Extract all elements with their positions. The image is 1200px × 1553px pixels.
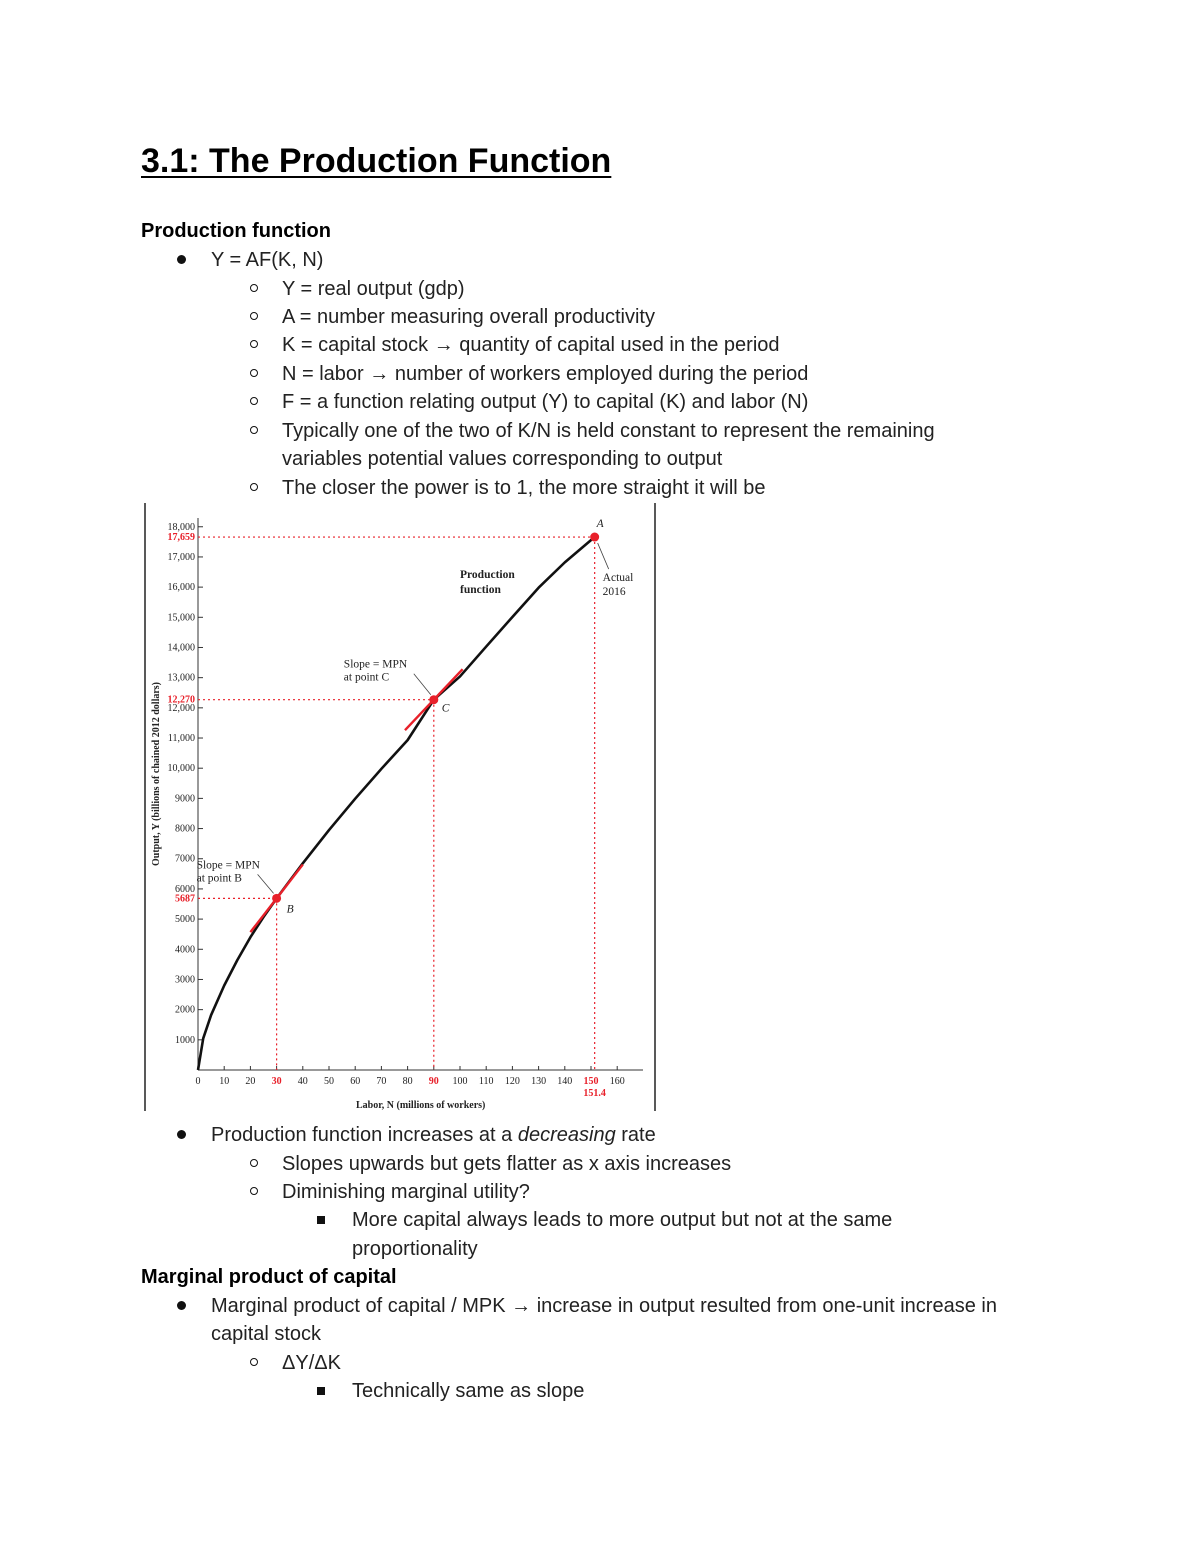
sub-item-delta: ΔY/ΔK (282, 1352, 341, 1374)
x-tick-label: 150 (583, 1076, 599, 1087)
point-C (429, 695, 438, 704)
y-tick-label-highlight: 17,659 (167, 532, 195, 544)
bullet-increases-decreasing (211, 1121, 656, 1149)
x-tick-label-extra: 151.4 (583, 1088, 606, 1099)
x-tick-label: 80 (402, 1076, 413, 1087)
x-tick-label: 130 (531, 1076, 547, 1087)
bullet-circle-icon (250, 284, 258, 292)
y-tick-label: 13,000 (167, 672, 195, 684)
bullet-circle-icon (250, 1159, 258, 1167)
x-tick-label: 110 (478, 1076, 494, 1087)
chart-svg (143, 503, 658, 1113)
y-tick-label: 2000 (175, 1004, 195, 1016)
y-tick-label: 8000 (175, 823, 195, 835)
curve-label-function: function (460, 584, 501, 597)
point-A (590, 533, 599, 542)
sub-item-f: F = a function relating output (Y) to capital (K) and labor (N) (282, 391, 809, 413)
page-title: 3.1: The Production Function (141, 142, 612, 180)
x-tick-label: 10 (219, 1076, 230, 1087)
bullet-mpk: Marginal product of capital / MPK → increase in output resulted from one-unit increase in (211, 1295, 997, 1317)
x-axis-title: Labor, N (millions of workers) (356, 1100, 486, 1111)
sub-item-power: The closer the power is to 1, the more straight it will be (282, 477, 766, 499)
point-label-A: A (596, 518, 604, 531)
x-tick-label: 60 (350, 1076, 361, 1087)
y-axis-title: Output, Y (billions of chained 2012 dollars) (151, 681, 162, 867)
annotation-2016: 2016 (602, 586, 626, 599)
bullet-circle-icon (250, 340, 258, 348)
x-tick-label: 120 (504, 1076, 520, 1087)
y-tick-label: 3000 (175, 974, 195, 986)
curve-label-production: Production (460, 569, 515, 582)
annotation-pointer-A (598, 543, 609, 569)
bullet-disc-icon (177, 1301, 186, 1310)
y-tick-label: 6000 (175, 883, 195, 895)
section-heading-marginal-product: Marginal product of capital (141, 1266, 397, 1288)
y-tick-label: 10,000 (167, 763, 195, 775)
sub-item-typically: Typically one of the two of K/N is held constant to represent the remaining (282, 420, 935, 442)
bullet-disc-icon (177, 255, 186, 264)
bullet-rate-text: rate (621, 1124, 656, 1146)
annotation-actual: Actual (602, 572, 634, 585)
bullet-circle-icon (250, 369, 258, 377)
bullet-circle-icon (250, 312, 258, 320)
subsub-item-slope: Technically same as slope (352, 1380, 585, 1402)
section-heading-production-function: Production function (141, 220, 331, 242)
production-function-curve (198, 537, 595, 1070)
y-tick-label: 1000 (175, 1034, 195, 1046)
y-tick-label: 9000 (175, 793, 195, 805)
sub-item-k: K = capital stock → quantity of capital used in the period (282, 334, 780, 356)
x-tick-label: 70 (376, 1076, 387, 1087)
y-tick-label: 11,000 (167, 733, 195, 745)
y-tick-label-highlight: 5687 (175, 893, 195, 905)
y-tick-label: 5000 (175, 914, 195, 926)
x-tick-label: 30 (271, 1076, 282, 1087)
bullet-square-icon (317, 1387, 325, 1395)
bullet-mpk-cont: capital stock (211, 1323, 322, 1345)
x-tick-label: 50 (324, 1076, 334, 1087)
x-tick-label: 20 (245, 1076, 256, 1087)
bullet-disc-icon (177, 1130, 186, 1139)
y-tick-label: 12,000 (167, 702, 195, 714)
point-label-C: C (441, 702, 450, 715)
y-tick-label: 14,000 (167, 642, 195, 654)
annotation-at-point-b: at point B (196, 872, 242, 885)
bullet-circle-icon (250, 483, 258, 491)
point-label-B: B (286, 903, 294, 916)
annotation-slope-c: Slope = MPN (343, 658, 408, 671)
y-tick-label: 18,000 (167, 521, 195, 533)
y-tick-label: 16,000 (167, 582, 195, 594)
bullet-circle-icon (250, 1358, 258, 1366)
x-tick-label: 160 (609, 1076, 625, 1087)
decreasing-emphasis: decreasing (517, 1124, 616, 1146)
bullet-circle-icon (250, 397, 258, 405)
bullet-square-icon (317, 1216, 325, 1224)
x-tick-label: 140 (557, 1076, 573, 1087)
bullet-circle-icon (250, 426, 258, 434)
y-tick-label: 4000 (175, 944, 195, 956)
sub-item-diminishing: Diminishing marginal utility? (282, 1181, 530, 1203)
point-B (272, 894, 281, 903)
y-tick-label-highlight: 12,270 (167, 694, 195, 706)
annotation-pointer-B (258, 874, 274, 893)
y-tick-label: 17,000 (167, 551, 195, 563)
bullet-increases-text: Production function increases at a (211, 1124, 513, 1146)
subsub-item-more-capital-cont: proportionality (352, 1238, 478, 1260)
bullet-production-equation: Y = AF(K, N) (211, 249, 324, 271)
x-tick-label: 90 (428, 1076, 439, 1087)
annotation-pointer-C (414, 674, 431, 695)
sub-item-y: Y = real output (gdp) (282, 278, 465, 300)
x-tick-label: 40 (297, 1076, 308, 1087)
sub-item-a: A = number measuring overall productivity (282, 306, 655, 328)
annotation-at-point-c: at point C (343, 671, 390, 684)
annotation-slope-b: Slope = MPN (196, 859, 260, 872)
sub-item-slopes: Slopes upwards but gets flatter as x axis increases (282, 1153, 732, 1175)
bullet-circle-icon (250, 1187, 258, 1195)
subsub-item-more-capital: More capital always leads to more output but not at the same (352, 1209, 893, 1231)
x-tick-label: 0 (195, 1076, 201, 1087)
x-tick-label: 100 (452, 1076, 468, 1087)
sub-item-typically-cont: variables potential values corresponding to output (282, 448, 723, 470)
production-function-chart (143, 503, 658, 1113)
sub-item-n: N = labor → number of workers employed during the period (282, 363, 809, 385)
y-tick-label: 15,000 (167, 612, 195, 624)
y-tick-label: 7000 (175, 853, 195, 865)
